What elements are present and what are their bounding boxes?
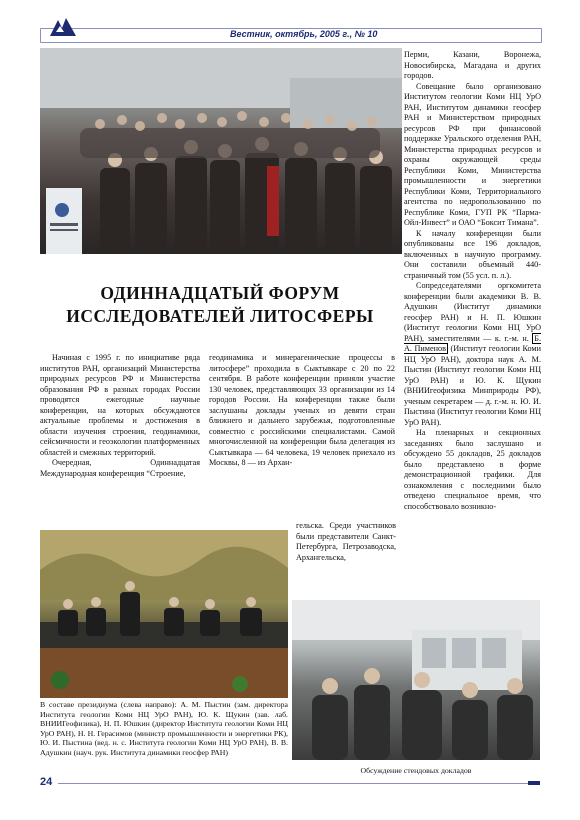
article-title-line2: ИССЛЕДОВАТЕЛЕЙ ЛИТОСФЕРЫ bbox=[66, 306, 374, 326]
poster-session-photo-illustration bbox=[292, 600, 540, 760]
paragraph bbox=[404, 281, 541, 428]
poster-session-photo bbox=[292, 600, 540, 760]
column-1 bbox=[40, 353, 200, 479]
presidium-photo-illustration bbox=[40, 530, 288, 698]
paragraph: Перми, Казани, Воронежа, Новосибирска, Магадана и других городов. bbox=[404, 50, 541, 80]
journal-logo-icon bbox=[48, 16, 78, 38]
caption-poster-session: Обсуждение стендовых докладов bbox=[360, 766, 472, 775]
header-title: Вестник, октябрь, 2005 г., № 10 bbox=[230, 29, 378, 39]
paragraph: Очередная, Одиннадцатая Международная конференция “Строение, bbox=[40, 458, 200, 478]
column-3 bbox=[404, 50, 541, 512]
paragraph: гельска. Среди участников были представители Санкт-Петербурга, Петрозаводска, Архангельска, bbox=[296, 521, 396, 562]
column-2-lower bbox=[296, 521, 396, 563]
paragraph: Начиная с 1995 г. по инициативе ряда институтов РАН, организаций Министерства природных ресурсов РФ и Министерства образования РФ в разных городах России проводятся ежегодные научные конференции, на которых обсуждаются актуальные проблемы и достижения в области изучения строения, геодинамики, сейсмичности и геоэкологии платформенных областей и смежных территорий. bbox=[40, 353, 200, 457]
group-photo-illustration bbox=[40, 48, 402, 254]
footer-rule bbox=[58, 783, 540, 784]
paragraph: На пленарных и секционных заседаниях было заслушано и обсуждено 55 докладов, 25 докладов было представлено в форме демонстрационной графики. Для ознакомления с последними было отведено специальное время, что способствовало возникно- bbox=[404, 428, 541, 511]
article-title bbox=[40, 282, 400, 328]
caption-presidium: В составе президиума (слева направо): А. М. Пыстин (зам. директора Института геологии Коми НЦ УрО РАН), Ю. К. Щукин (зав. лаб. ВНИИГеофизика), Н. П. Юшкин (директор Института геологии Коми НЦ УрО РАН), Н. Н. Герасимов (министр промышленности и энергетики РК), Ю. И. Пыстина (вед. н. с. Института геологии Коми НЦ УрО РАН), В. В. Адушкин (науч. рук. Института динамики геосфер РАН) bbox=[40, 700, 288, 757]
paragraph: Совещание было организовано Институтом геологии Коми НЦ УрО РАН, Институтом динамики геосфер РАН и Министерством природных ресурсов РФ при финансовой поддержке Уральского отделения РАН, Министерства природных ресурсов и охраны окружающей среды Республики Коми, Министерства промышленности и энергетики Республики Коми, Территориального агентства по недропользованию по Республике Коми, ГУП РК “Парма-Ойл-Инвест” и ОАО “Боксит Тимана”. bbox=[404, 81, 541, 227]
page-number: 24 bbox=[40, 776, 53, 788]
highlighted-name: Б. А. Пименов bbox=[404, 333, 541, 353]
paragraph-text: (Институт геологии Коми НЦ УрО РАН), доктора наук А. М. Пыстин (Институт геологии Коми НЦ УрО РАН) и Ю. К. Щукин (ВНИИгеофизика Минприроды РФ), ученым секретарем — д. г.-м. н. Ю. И. Пыстина (Институт геологии Коми НЦ УрО РАН). bbox=[404, 344, 541, 427]
paragraph: К началу конференции были опубликованы все 196 докладов, включенных в научную программу. Они составили объемный 440-страничный том (55 усл. п. л.). bbox=[404, 228, 541, 280]
paragraph-text: Сопредседателями оргкомитета конференции были академики В. В. Адушкин (Институт динамики геосфер РАН) и Н. П. Юшкин (Институт геологии Коми НЦ УрО РАН), заместителями — к. г.-м. н. bbox=[404, 281, 541, 343]
group-photo bbox=[40, 48, 402, 254]
article-title-line1: ОДИННАДЦАТЫЙ ФОРУМ bbox=[100, 283, 340, 303]
column-2-upper bbox=[209, 353, 395, 469]
footer-rule-end bbox=[528, 781, 540, 785]
presidium-photo bbox=[40, 530, 288, 698]
paragraph: геодинамика и минерагенические процессы в литосфере” проходила в Сыктывкаре с 20 по 22 сентября. В работе конференции приняли участие 130 человек, представляющих 33 организации из 14 городов России. На конференции также были заслушаны доклады ученых из девяти стран ближнего и дальнего зарубежья, подготовленные совместно с российскими специалистами. Самой многочисленной на конференции была делегация из Сыктывкара — 64 человека, 19 человек приехало из Москвы, 8 — из Архан- bbox=[209, 353, 395, 467]
